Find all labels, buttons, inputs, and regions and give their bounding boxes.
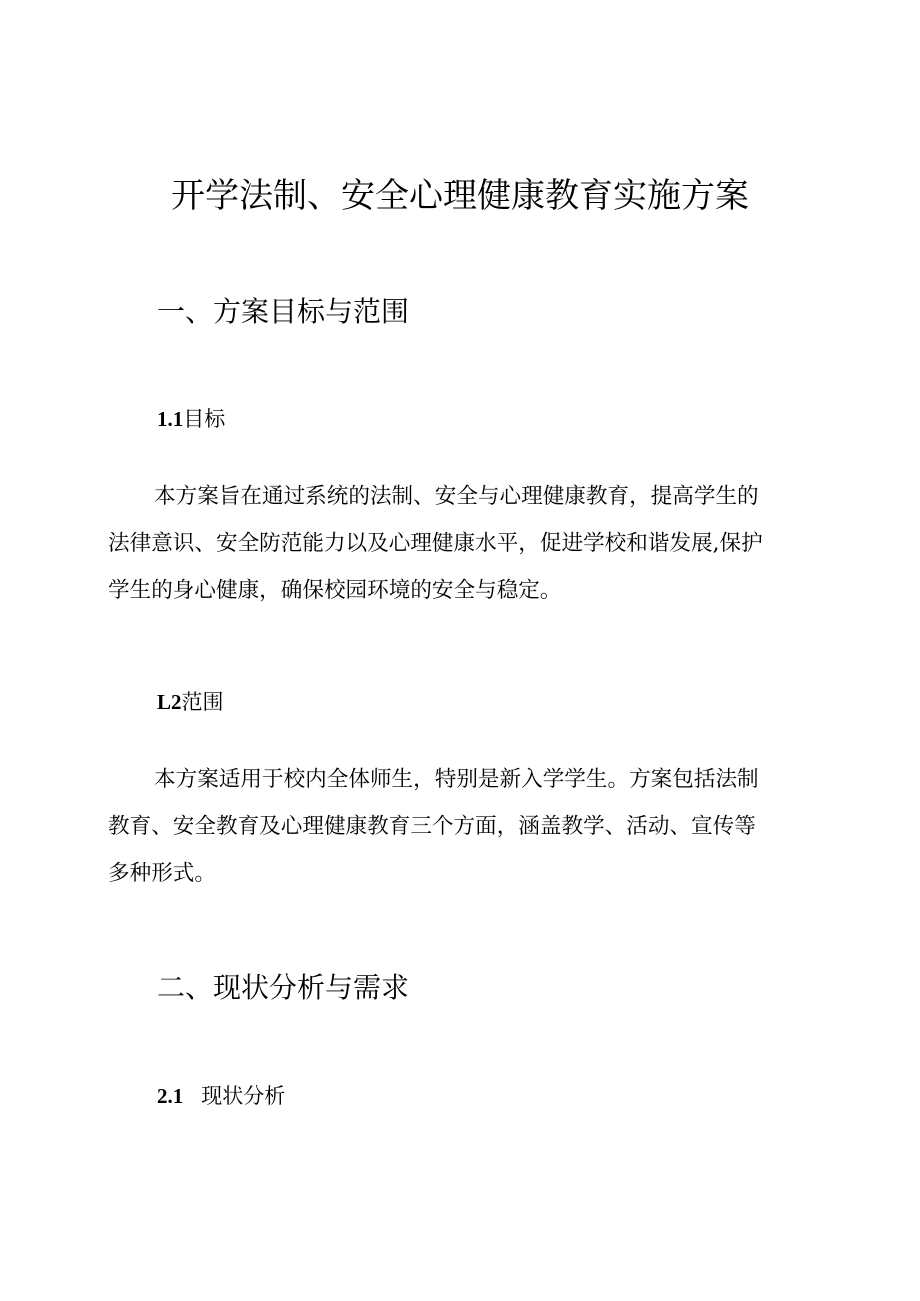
subsection-label: 目标 [183, 407, 226, 431]
paragraph-scope [108, 756, 814, 897]
document-title: 开学法制、安全心理健康教育实施方案 [171, 176, 749, 216]
subsection-1-2-heading [157, 687, 224, 717]
subsection-2-1-heading [157, 1081, 285, 1111]
subsection-1-1-heading [157, 404, 225, 434]
subsection-label: 现状分析 [201, 1084, 286, 1108]
paragraph-line: 本方案适用于校内全体师生，特别是新入学学生。方案包括法制 [154, 767, 759, 792]
paragraph-line: 教育、安全教育及心理健康教育三个方面，涵盖教学、活动、宣传等 [108, 814, 756, 839]
paragraph-line: 本方案旨在通过系统的法制、安全与心理健康教育，提高学生的 [154, 484, 759, 509]
paragraph-line: 学生的身心健康，确保校园环境的安全与稳定。 [108, 578, 562, 603]
subsection-label: 范围 [181, 690, 224, 714]
paragraph-line: 法律意识、安全防范能力以及心理健康水平，促进学校和谐发展,保护 [108, 531, 763, 556]
section-1-heading: 一、方案目标与范围 [157, 295, 410, 328]
section-2-heading: 二、现状分析与需求 [157, 971, 410, 1004]
subsection-number: 2.1 [157, 1084, 184, 1108]
paragraph-line: 多种形式。 [108, 861, 216, 886]
subsection-number: L2 [157, 690, 182, 714]
subsection-number: 1.1 [157, 407, 184, 431]
paragraph-goal [108, 473, 814, 614]
